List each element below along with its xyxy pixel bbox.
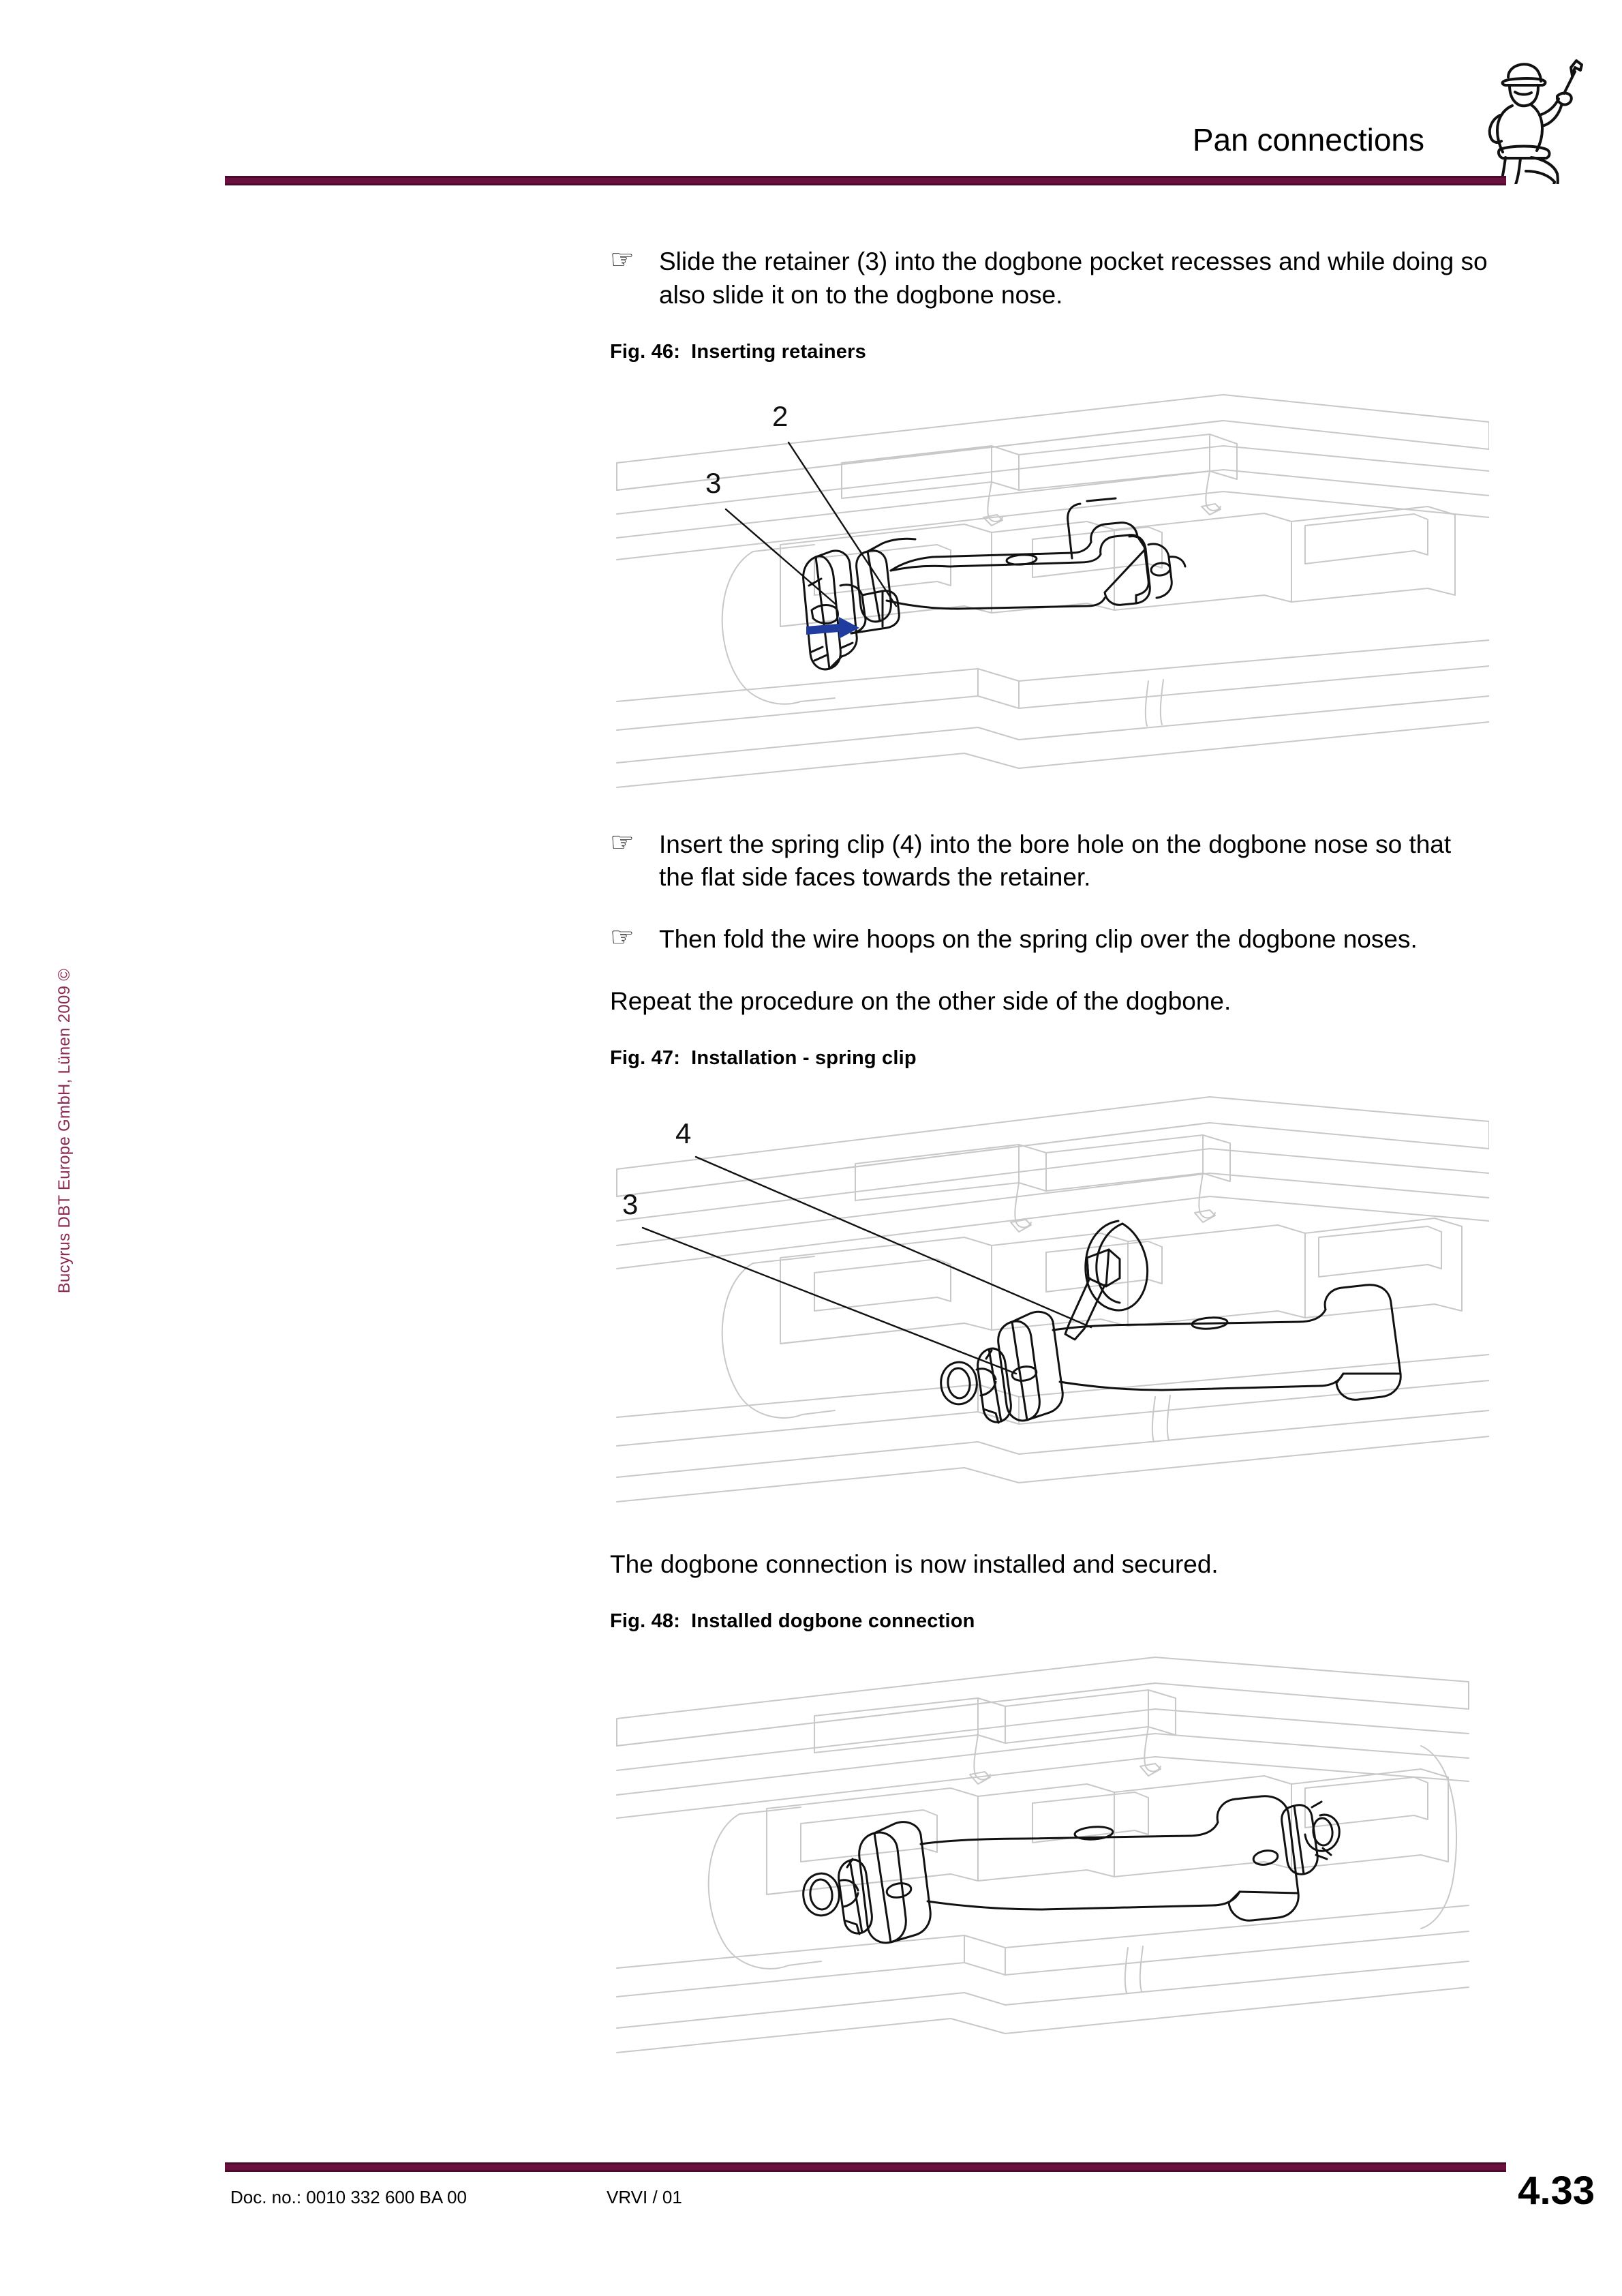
header-divider-rule bbox=[225, 176, 1506, 185]
instruction-step-1 bbox=[610, 245, 1489, 312]
kneeling-worker-with-wrench-icon bbox=[1455, 37, 1602, 184]
footer-page-number: 4.33 bbox=[1518, 2169, 1595, 2213]
page-header-title: Pan connections bbox=[1192, 122, 1424, 157]
copyright-notice: Bucyrus DBT Europe GmbH, Lünen 2009 © bbox=[55, 968, 74, 1294]
figure-46-image bbox=[610, 381, 1489, 790]
figure-46-callout-3: 3 bbox=[705, 466, 722, 499]
figure-46-callout-2: 2 bbox=[772, 399, 789, 432]
figure-46-caption bbox=[610, 341, 1489, 363]
pointing-hand-icon: ☞ bbox=[610, 245, 634, 275]
instruction-step-1-text: Slide the retainer (3) into the dogbone pocket recesses and while doing so also slide it on to the dogbone nose. bbox=[659, 247, 1488, 309]
figure-48-caption bbox=[610, 1610, 1489, 1633]
footer-divider-rule bbox=[225, 2162, 1506, 2172]
instruction-step-3-text: Then fold the wire hoops on the spring clip over the dogbone noses. bbox=[659, 925, 1418, 954]
main-content-column bbox=[610, 245, 1489, 2059]
pointing-hand-icon: ☞ bbox=[610, 922, 634, 953]
footer-document-number: Doc. no.: 0010 332 600 BA 00 bbox=[230, 2187, 467, 2207]
figure-48-number: Fig. 48: bbox=[610, 1610, 681, 1632]
figure-46-title: Inserting retainers bbox=[691, 340, 866, 363]
figure-46-number: Fig. 46: bbox=[610, 340, 681, 363]
repeat-procedure-note: Repeat the procedure on the other side of the dogbone. bbox=[610, 987, 1231, 1016]
figure-48-title: Installed dogbone connection bbox=[691, 1610, 975, 1632]
figure-47-callout-4: 4 bbox=[675, 1117, 692, 1149]
figure-47-callout-3: 3 bbox=[622, 1188, 639, 1220]
instruction-step-2 bbox=[610, 828, 1489, 895]
figure-47-caption bbox=[610, 1047, 1489, 1070]
instruction-step-3 bbox=[610, 923, 1489, 956]
figure-48-image bbox=[610, 1650, 1489, 2059]
pointing-hand-icon: ☞ bbox=[610, 827, 634, 858]
figure-47-image bbox=[610, 1087, 1489, 1510]
figure-47-number: Fig. 47: bbox=[610, 1046, 681, 1069]
final-status-note: The dogbone connection is now installed and secured. bbox=[610, 1550, 1219, 1578]
instruction-step-2-text: Insert the spring clip (4) into the bore hole on the dogbone nose so that the flat side faces towards the retainer. bbox=[659, 830, 1452, 892]
footer-revision: VRVI / 01 bbox=[607, 2187, 682, 2207]
figure-47-title: Installation - spring clip bbox=[691, 1046, 917, 1069]
